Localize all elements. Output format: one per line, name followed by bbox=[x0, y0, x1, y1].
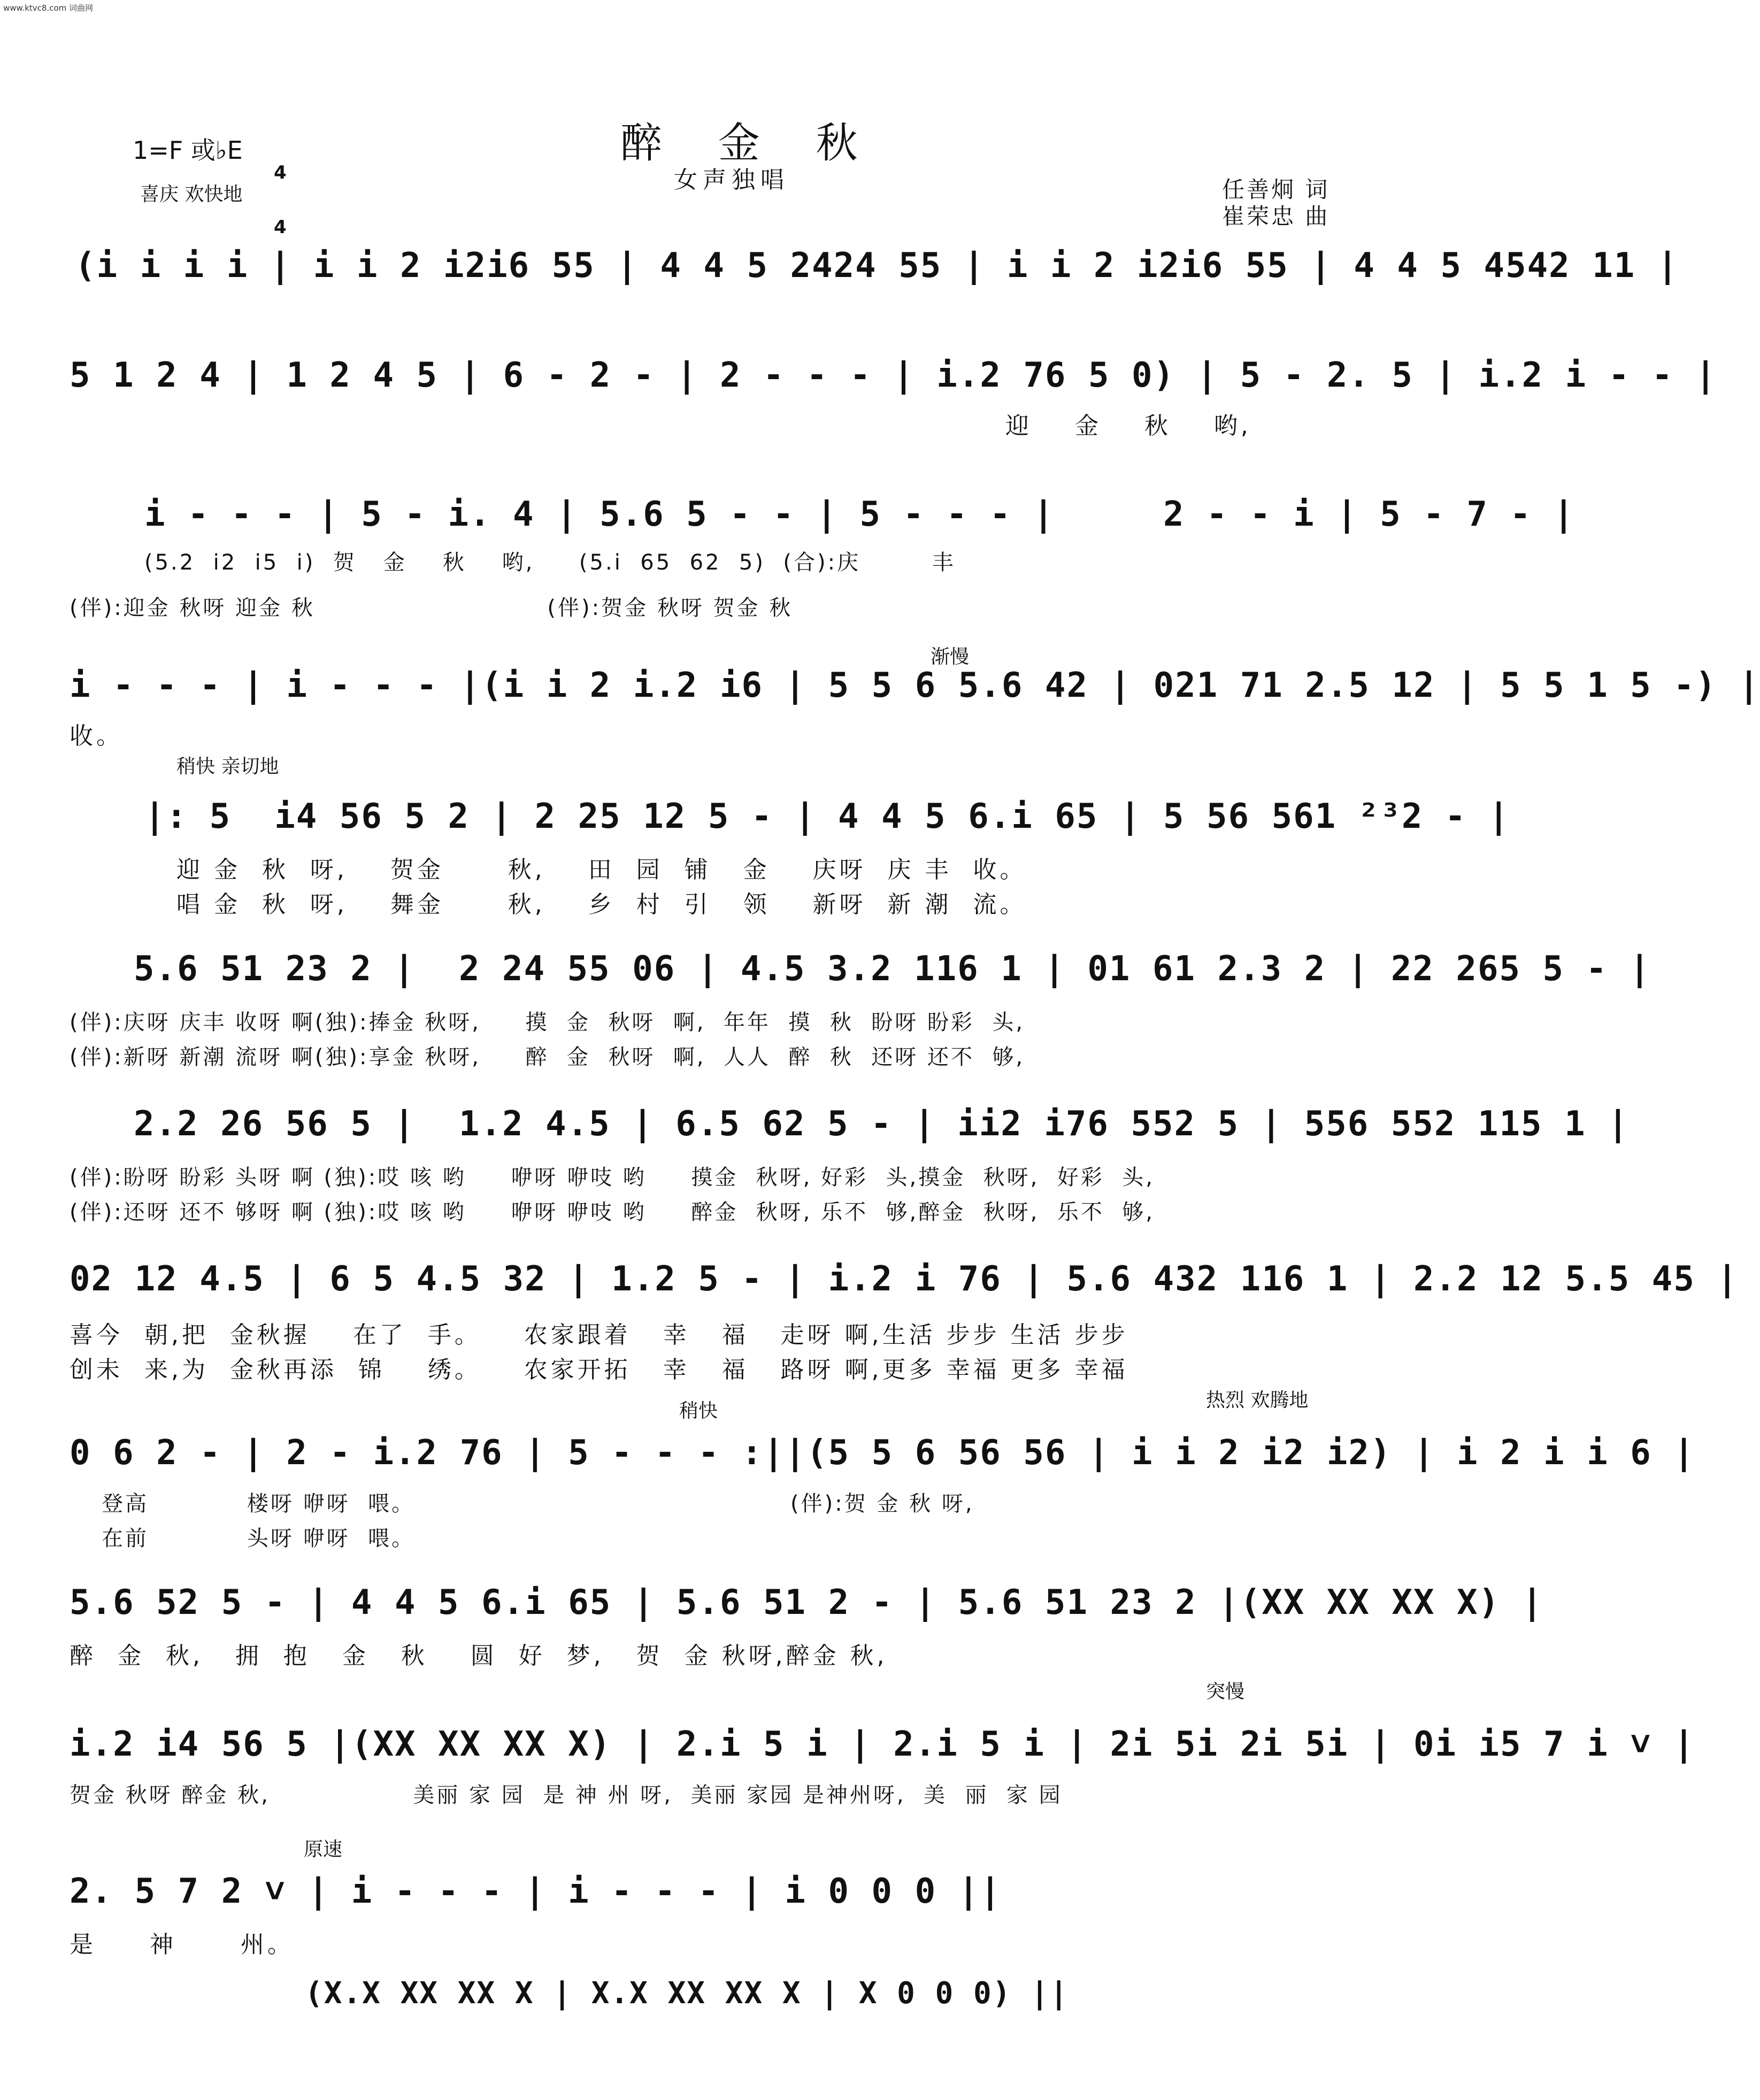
time-signature-top: 4 bbox=[274, 162, 287, 183]
time-signature bbox=[274, 127, 287, 255]
tempo-cue: 稍快 亲切地 bbox=[176, 756, 279, 778]
notation-line: 5 1 2 4 | 1 2 4 5 | 6 - 2 - | 2 - - - | i.2 76 5 0) | 5 - 2. 5 | i.2 i - - | bbox=[70, 356, 1717, 395]
lyric-line: 迎 金 秋 哟, bbox=[1005, 412, 1251, 440]
tempo-cue: 原速 bbox=[304, 1839, 343, 1860]
watermark: www.ktvc8.com 词曲网 bbox=[3, 3, 94, 13]
composer-credit: 崔荣忠 曲 bbox=[1222, 203, 1330, 229]
lyricist-credit: 任善炯 词 bbox=[1222, 176, 1330, 203]
notation-line: 5.6 52 5 - | 4 4 5 6.i 65 | 5.6 51 2 - | 5.6 51 23 2 |(XX XX XX X) | bbox=[70, 1583, 1544, 1622]
lyric-line: (伴):庆呀 庆丰 收呀 啊(独):捧金 秋呀, 摸 金 秋呀 啊, 年年 摸 秋 盼呀 盼彩 头, bbox=[70, 1010, 1025, 1035]
lyric-line: 唱 金 秋 呀, 舞金 秋, 乡 村 引 领 新呀 新 潮 流。 bbox=[176, 891, 1027, 918]
notation-line: |: 5 i4 56 5 2 | 2 25 12 5 - | 4 4 5 6.i 65 | 5 56 561 ²³2 - | bbox=[144, 797, 1510, 836]
lyric-line: (5.2 i2 i5 i) 贺 金 秋 哟, (5.i 65 62 5) (合):庆 丰 bbox=[144, 550, 956, 575]
lyric-line: 醉 金 秋, 拥 抱 金 秋 圆 好 梦, 贺 金 秋呀,醉金 秋, bbox=[70, 1642, 888, 1670]
lyric-line: 迎 金 秋 呀, 贺金 秋, 田 园 铺 金 庆呀 庆 丰 收。 bbox=[176, 856, 1027, 883]
lyric-line: 创未 来,为 金秋再添 锦 绣。 农家开拓 幸 福 路呀 啊,更多 幸福 更多 幸福 bbox=[70, 1356, 1128, 1383]
notation-line: 2. 5 7 2 ˅ | i - - - | i - - - | i 0 0 0 || bbox=[70, 1872, 1002, 1911]
key-signature: 1=F 或♭E bbox=[133, 136, 243, 165]
song-subtitle: 女声独唱 bbox=[674, 166, 789, 194]
notation-line: 0 6 2 - | 2 - i.2 76 | 5 - - - :||(5 5 6 56 56 | i i 2 i2 i2) | i 2 i i 6 | bbox=[70, 1433, 1695, 1473]
lyric-line: (伴):迎金 秋呀 迎金 秋 (伴):贺金 秋呀 贺金 秋 bbox=[70, 596, 793, 620]
lyric-line: 喜今 朝,把 金秋握 在了 手。 农家跟着 幸 福 走呀 啊,生活 步步 生活 步步 bbox=[70, 1321, 1128, 1349]
tempo-cue: 热烈 欢腾地 bbox=[1206, 1389, 1309, 1411]
notation-line: i.2 i4 56 5 |(XX XX XX X) | 2.i 5 i | 2.i 5 i | 2i 5i 2i 5i | 0i i5 7 i ˅ | bbox=[70, 1725, 1695, 1764]
time-signature-bottom: 4 bbox=[274, 217, 287, 238]
lyric-line: 登高 楼呀 咿呀 喂。 (伴):贺 金 秋 呀, bbox=[102, 1491, 974, 1516]
lyric-line: 收。 bbox=[70, 722, 123, 750]
tempo-marking: 喜庆 欢快地 bbox=[140, 183, 243, 205]
tempo-cue: 突慢 bbox=[1206, 1681, 1245, 1703]
notation-line: (i i i i | i i 2 i2i6 55 | 4 4 5 2424 55 | i i 2 i2i6 55 | 4 4 5 4542 11 | bbox=[75, 246, 1679, 286]
lyric-line: (伴):新呀 新潮 流呀 啊(独):享金 秋呀, 醉 金 秋呀 啊, 人人 醉 秋 还呀 还不 够, bbox=[70, 1045, 1025, 1070]
accompaniment-line: (X.X XX XX X | X.X XX XX X | X 0 0 0) || bbox=[305, 1976, 1069, 2011]
song-title: 醉 金 秋 bbox=[620, 119, 879, 167]
lyric-line: (伴):还呀 还不 够呀 啊 (独):哎 咳 哟 咿呀 咿吱 哟 醉金 秋呀, 乐不 够,醉金 秋呀, 乐不 够, bbox=[70, 1200, 1155, 1225]
lyric-line: 是 神 州。 bbox=[70, 1931, 294, 1958]
notation-line: 2.2 26 56 5 | 1.2 4.5 | 6.5 62 5 - | ii2 i76 552 5 | 556 552 115 1 | bbox=[134, 1104, 1630, 1144]
notation-line: 5.6 51 23 2 | 2 24 55 06 | 4.5 3.2 116 1 | 01 61 2.3 2 | 22 265 5 - | bbox=[134, 949, 1651, 989]
lyric-line: 贺金 秋呀 醉金 秋, 美丽 家 园 是 神 州 呀, 美丽 家园 是神州呀, 美 丽 家 园 bbox=[70, 1783, 1063, 1807]
lyric-line: 在前 头呀 咿呀 喂。 bbox=[102, 1526, 416, 1551]
tempo-cue: 稍快 bbox=[679, 1400, 718, 1422]
lyric-line: (伴):盼呀 盼彩 头呀 啊 (独):哎 咳 哟 咿呀 咿吱 哟 摸金 秋呀, 好彩 头,摸金 秋呀, 好彩 头, bbox=[70, 1165, 1155, 1190]
tempo-cue: 渐慢 bbox=[931, 646, 970, 668]
notation-line: 02 12 4.5 | 6 5 4.5 32 | 1.2 5 - | i.2 i 76 | 5.6 432 116 1 | 2.2 12 5.5 45 | bbox=[70, 1259, 1739, 1299]
notation-line: i - - - | i - - - |(i i 2 i.2 i6 | 5 5 6 5.6 42 | 021 71 2.5 12 | 5 5 1 5 -) | bbox=[70, 666, 1760, 705]
notation-line: i - - - | 5 - i. 4 | 5.6 5 - - | 5 - - - | 2 - - i | 5 - 7 - | bbox=[144, 495, 1575, 534]
